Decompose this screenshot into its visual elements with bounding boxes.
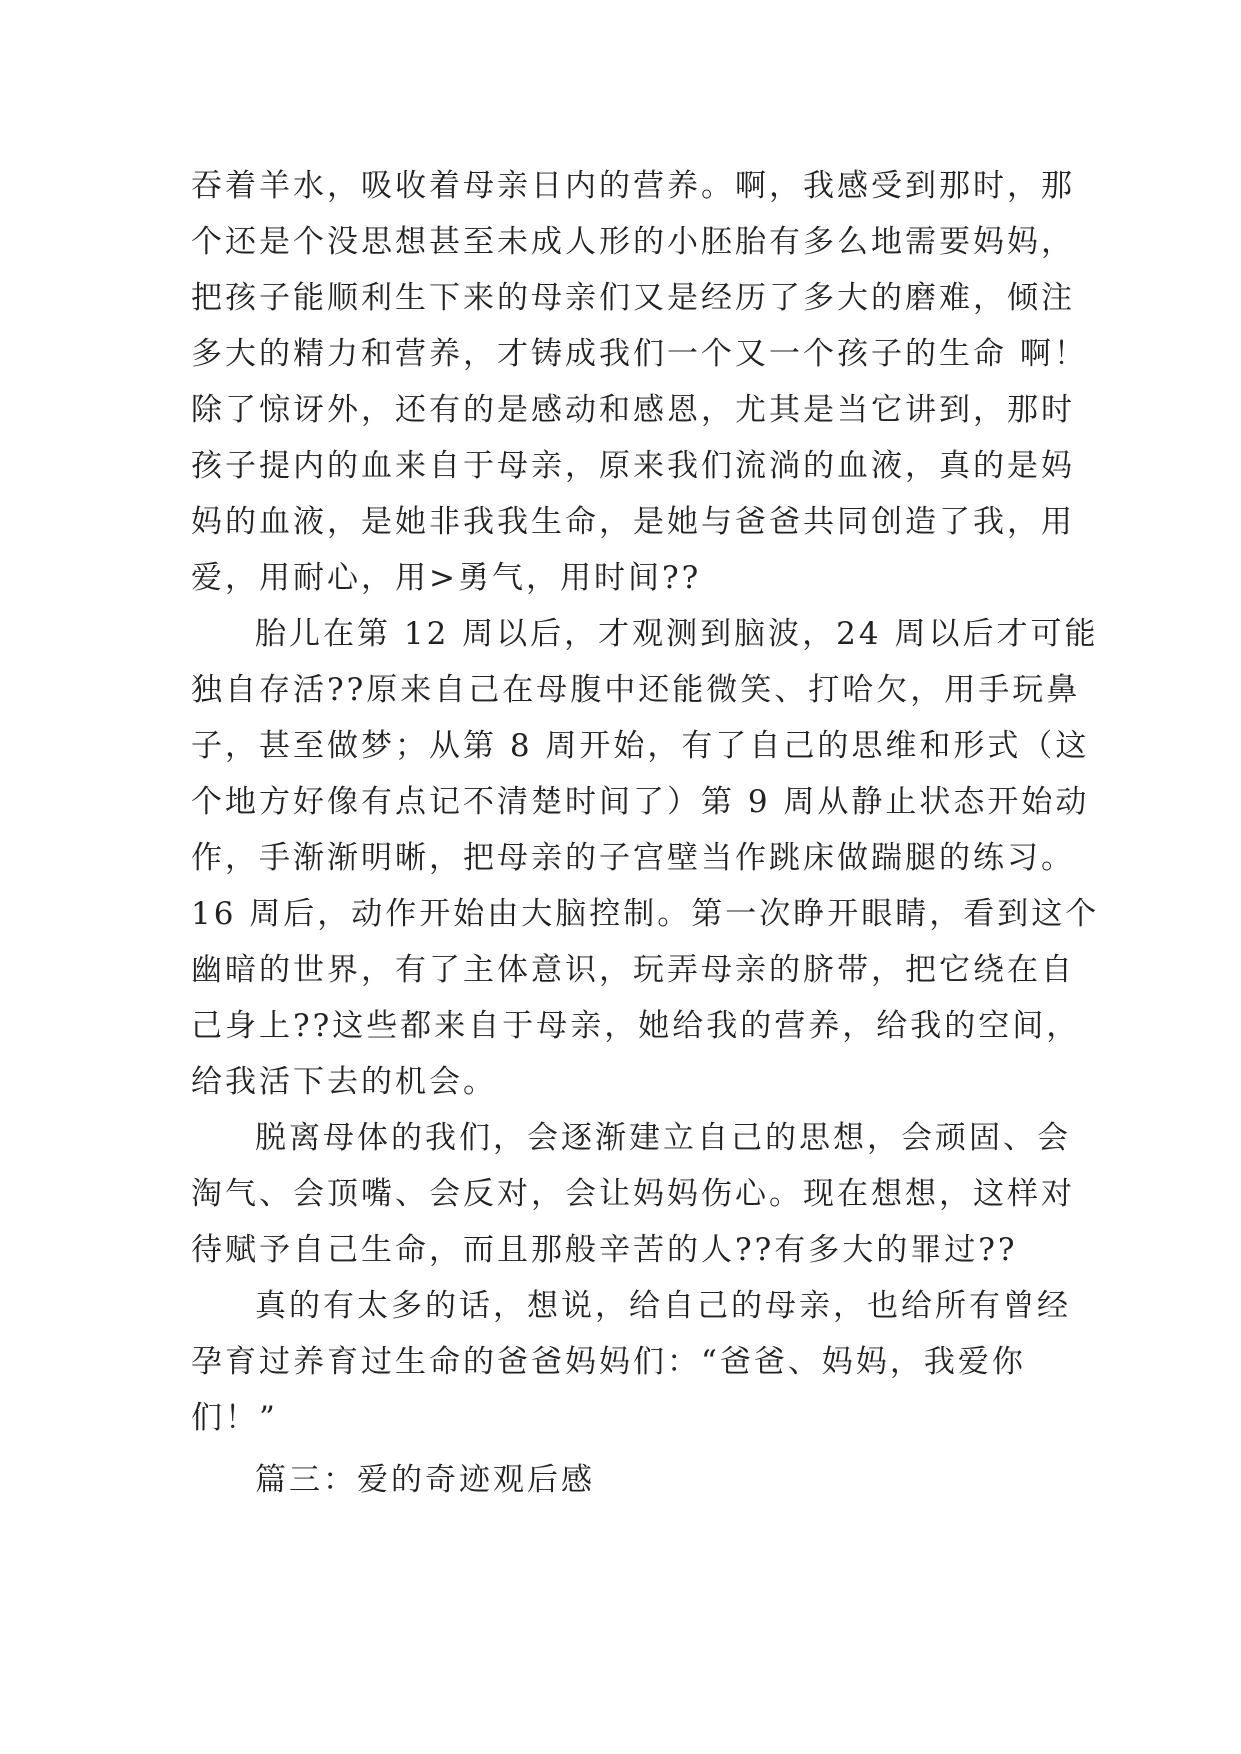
paragraph-start-line: 脱离母体的我们，会逐渐建立自己的思想，会顽固、会 <box>255 1120 1071 1156</box>
text-line: 个还是个没思想甚至未成人形的小胚胎有多么地需要妈妈， <box>191 224 1075 260</box>
text-line: 除了惊讶外，还有的是感动和感恩，尤其是当它讲到，那时 <box>191 392 1075 428</box>
text-line: 淘气、会顶嘴、会反对，会让妈妈伤心。现在想想，这样对 <box>191 1176 1075 1212</box>
text-line: 们！” <box>191 1400 278 1436</box>
text-line: 待赋予自己生命，而且那般辛苦的人??有多大的罪过?? <box>191 1232 1018 1268</box>
text-line: 爱，用耐心，用>勇气，用时间?? <box>191 560 702 596</box>
document-body <box>191 158 1100 1508</box>
text-line: 独自存活??原来自己在母腹中还能微笑、打哈欠，用手玩鼻 <box>191 672 1081 708</box>
text-line: 己身上??这些都来自于母亲，她给我的营养，给我的空间， <box>191 1008 1081 1044</box>
paragraph-start-line: 胎儿在第 12 周以后，才观测到脑波，24 周以后才可能 <box>255 616 1099 652</box>
text-line: 给我活下去的机会。 <box>191 1064 497 1100</box>
text-line: 妈的血液，是她非我我生命，是她与爸爸共同创造了我，用 <box>191 504 1075 540</box>
text-line: 16 周后，动作开始由大脑控制。第一次睁开眼睛，看到这个 <box>191 896 1100 932</box>
text-line: 吞着羊水，吸收着母亲日内的营养。啊，我感受到那时，那 <box>191 168 1075 204</box>
text-line: 子，甚至做梦；从第 8 周开始，有了自己的思维和形式（这 <box>191 728 1090 764</box>
text-line: 作，手渐渐明晰，把母亲的子宫壁当作跳床做踹腿的练习。 <box>191 840 1075 876</box>
text-line: 孕育过养育过生命的爸爸妈妈们：“爸爸、妈妈，我爱你 <box>191 1344 1026 1380</box>
text-line: 多大的精力和营养，才铸成我们一个又一个孩子的生命 啊！ <box>191 336 1088 372</box>
paragraph-start-line: 真的有太多的话，想说，给自己的母亲，也给所有曾经 <box>255 1288 1071 1324</box>
text-line: 个地方好像有点记不清楚时间了）第 9 周从静止状态开始动 <box>191 784 1090 820</box>
section-heading: 篇三：爱的奇迹观后感 <box>255 1462 595 1498</box>
text-line: 孩子提内的血来自于母亲，原来我们流淌的血液，真的是妈 <box>191 448 1075 484</box>
text-line: 把孩子能顺利生下来的母亲们又是经历了多大的磨难，倾注 <box>191 280 1075 316</box>
text-line: 幽暗的世界，有了主体意识，玩弄母亲的脐带，把它绕在自 <box>191 952 1075 988</box>
